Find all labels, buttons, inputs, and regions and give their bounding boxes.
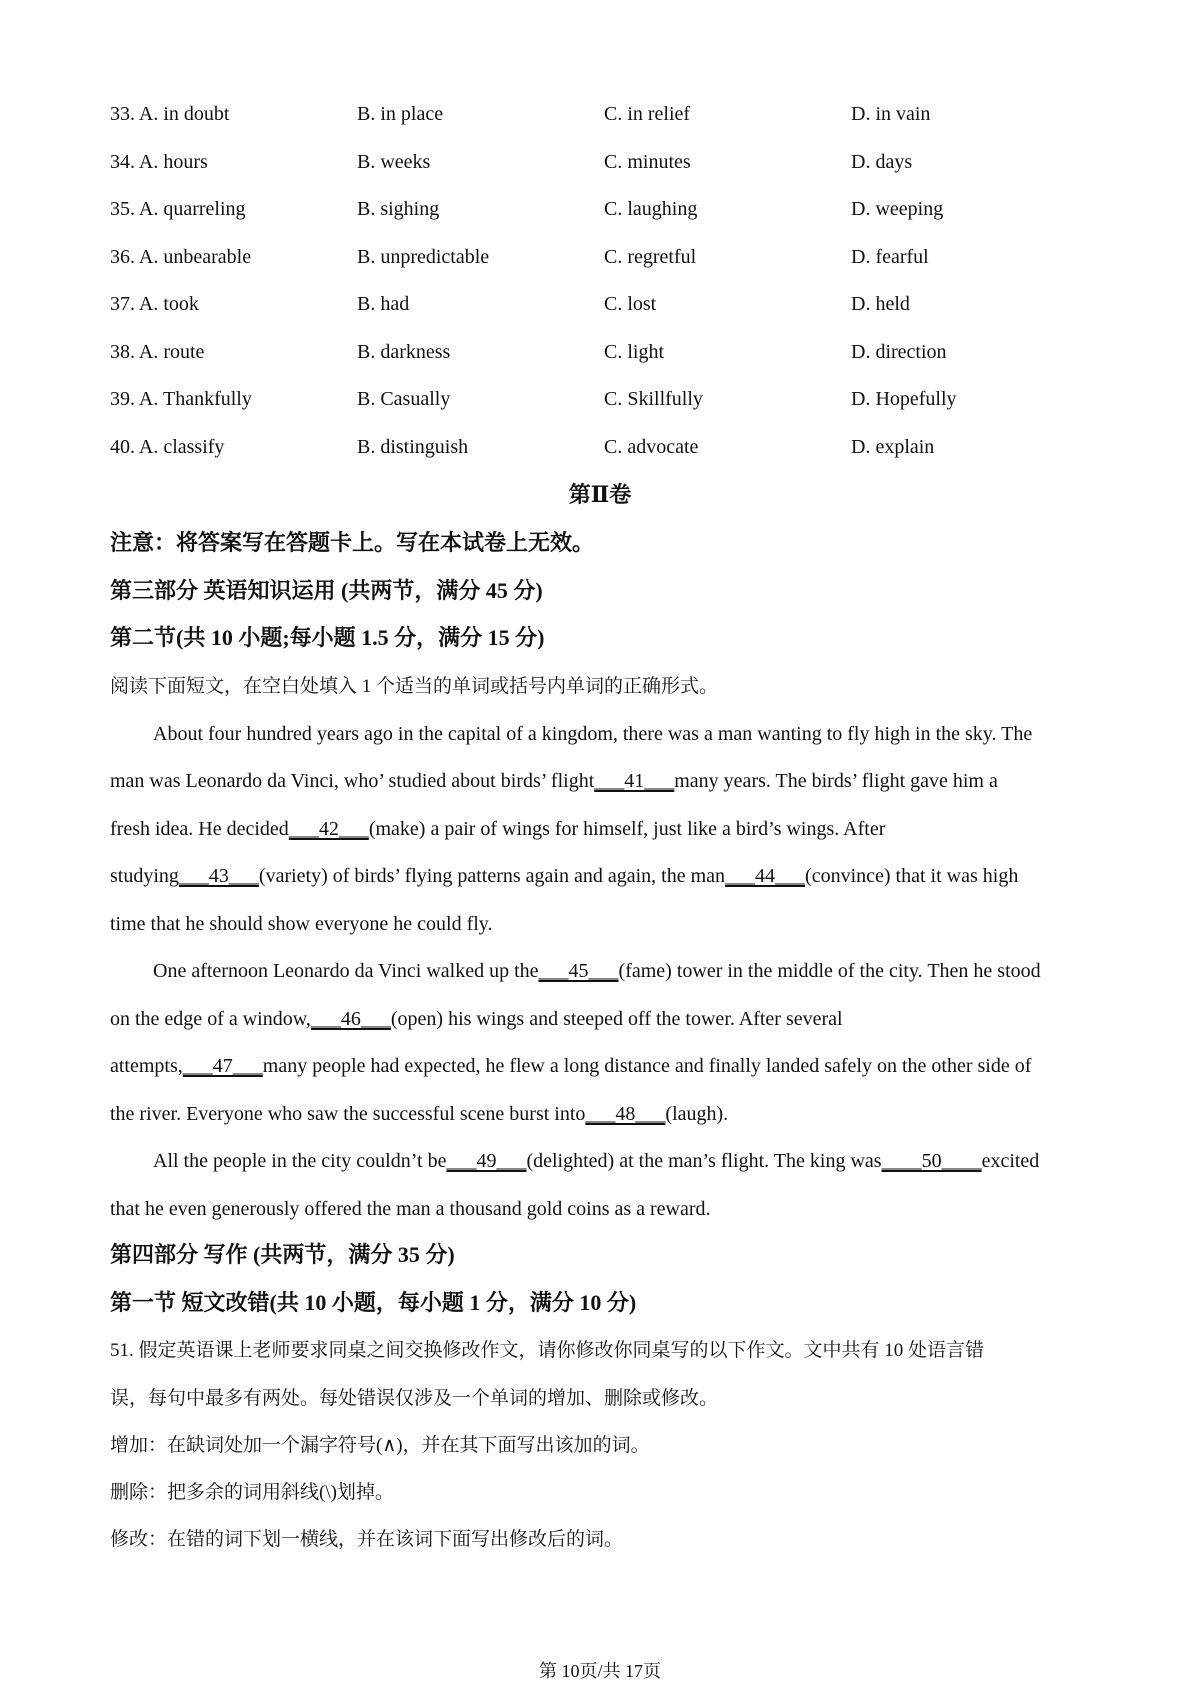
option-d: D. weeping xyxy=(851,198,944,220)
option-row xyxy=(110,197,1110,245)
part4-title: 第四部分 写作 (共两节，满分 35 分) xyxy=(110,1242,455,1267)
passage-line: that he even generously offered the man a thousand gold coins as a reward. xyxy=(110,1198,711,1220)
option-b: B. darkness xyxy=(357,340,451,363)
blank-49: ___49___ xyxy=(446,1150,527,1172)
blank-46: ___46___ xyxy=(310,1008,391,1030)
option-c: C. advocate xyxy=(604,435,699,458)
blank-44: ___44___ xyxy=(725,865,806,887)
option-b: B. unpredictable xyxy=(357,245,490,268)
option-b: B. in place xyxy=(357,103,444,125)
part3-title: 第三部分 英语知识运用 (共两节，满分 45 分) xyxy=(110,578,543,603)
option-d: D. Hopefully xyxy=(851,388,957,410)
passage-line: One afternoon Leonardo da Vinci walked up the___45___(fame) tower in the middle of the city. Then he stood xyxy=(153,960,1041,982)
option-a: 37. A. took xyxy=(110,293,199,315)
passage-line: studying___43___(variety) of birds’ flying patterns again and again, the man___44___(convince) that it was high xyxy=(110,865,1019,887)
passage-line: attempts,___47___many people had expected, he flew a long distance and finally landed safely on the other side of xyxy=(110,1055,1032,1077)
option-d: D. in vain xyxy=(851,103,931,125)
passage-line: time that he should show everyone he could fly. xyxy=(110,913,493,935)
option-b: B. weeks xyxy=(357,150,431,173)
option-row xyxy=(110,435,1110,483)
option-d: D. direction xyxy=(851,340,947,363)
section2-instruction: 阅读下面短文，在空白处填入 1 个适当的单词或括号内单词的正确形式。 xyxy=(110,676,719,697)
option-c: C. lost xyxy=(604,293,657,315)
notice: 注意：将答案写在答题卡上。写在本试卷上无效。 xyxy=(110,530,595,555)
option-b: B. sighing xyxy=(357,198,440,220)
option-a: 34. A. hours xyxy=(110,150,208,173)
option-c: C. laughing xyxy=(604,198,698,220)
option-a: 40. A. classify xyxy=(110,435,225,458)
option-d: D. held xyxy=(851,293,910,315)
option-b: B. had xyxy=(357,293,410,315)
blank-45: ___45___ xyxy=(538,960,619,982)
option-a: 38. A. route xyxy=(110,340,205,363)
option-b: B. distinguish xyxy=(357,435,469,458)
option-a: 33. A. in doubt xyxy=(110,103,230,125)
rule-delete: 删除：把多余的词用斜线(\)划掉。 xyxy=(110,1482,394,1503)
volume-title: 第Ⅱ卷 xyxy=(568,482,632,507)
blank-42: ___42___ xyxy=(288,818,369,840)
blank-50: ____50____ xyxy=(881,1150,982,1172)
option-c: C. Skillfully xyxy=(604,388,703,410)
option-row xyxy=(110,292,1110,340)
option-b: B. Casually xyxy=(357,388,451,410)
passage-line: on the edge of a window,___46___(open) his wings and steeped off the tower. After several xyxy=(110,1008,843,1030)
option-row xyxy=(110,340,1110,388)
option-d: D. explain xyxy=(851,435,935,458)
option-row xyxy=(110,387,1110,435)
option-c: C. light xyxy=(604,340,665,363)
rule-add: 增加：在缺词处加一个漏字符号(∧)，并在其下面写出该加的词。 xyxy=(110,1435,650,1456)
passage-line: All the people in the city couldn’t be___49___(delighted) at the man’s flight. The king was____50____excited xyxy=(153,1150,1040,1172)
option-a: 35. A. quarreling xyxy=(110,198,246,220)
passage-line: man was Leonardo da Vinci, who’ studied about birds’ flight___41___many years. The birds’ flight gave him a xyxy=(110,770,998,792)
option-row xyxy=(110,150,1110,198)
question-51-line2: 误，每句中最多有两处。每处错误仅涉及一个单词的增加、删除或修改。 xyxy=(110,1388,719,1409)
option-d: D. days xyxy=(851,150,913,173)
blank-48: ___48___ xyxy=(585,1103,666,1125)
option-c: C. minutes xyxy=(604,150,691,173)
rule-modify: 修改：在错的词下划一横线，并在该词下面写出修改后的词。 xyxy=(110,1529,624,1550)
section2-title: 第二节(共 10 小题;每小题 1.5 分，满分 15 分) xyxy=(110,625,545,650)
option-c: C. in relief xyxy=(604,103,691,125)
passage-line: About four hundred years ago in the capital of a kingdom, there was a man wanting to fly high in the sky. The xyxy=(153,723,1033,745)
page-footer: 第 10页/共 17页 xyxy=(538,1661,661,1681)
option-a: 36. A. unbearable xyxy=(110,245,252,268)
blank-43: ___43___ xyxy=(178,865,259,887)
options-table xyxy=(110,102,1110,482)
passage-line: the river. Everyone who saw the successful scene burst into___48___(laugh). xyxy=(110,1103,729,1125)
blank-47: ___47___ xyxy=(182,1055,263,1077)
option-row xyxy=(110,102,1110,150)
section1-title: 第一节 短文改错(共 10 小题，每小题 1 分，满分 10 分) xyxy=(110,1290,637,1315)
question-51-line1: 51. 假定英语课上老师要求同桌之间交换修改作文，请你修改你同桌写的以下作文。文中共有 10 处语言错 xyxy=(110,1340,985,1361)
option-row xyxy=(110,245,1110,293)
passage-line: fresh idea. He decided___42___(make) a pair of wings for himself, just like a bird’s wings. After xyxy=(110,818,886,840)
blank-41: ___41___ xyxy=(594,770,675,792)
option-a: 39. A. Thankfully xyxy=(110,388,252,410)
option-d: D. fearful xyxy=(851,245,929,268)
option-c: C. regretful xyxy=(604,245,697,268)
